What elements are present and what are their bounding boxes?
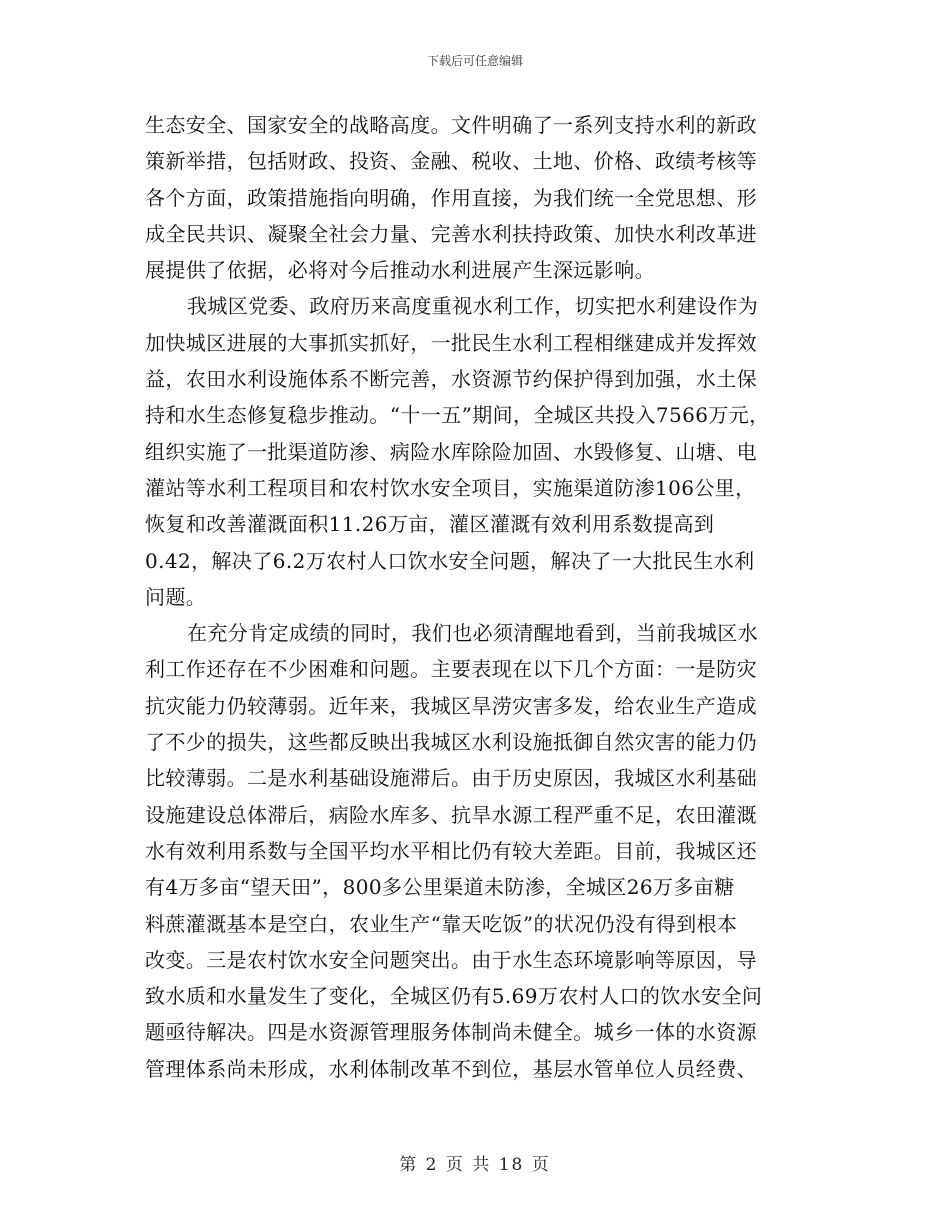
text-line: 致水质和水量发生了变化，全城区仍有5.69万农村人口的饮水安全问 <box>145 984 763 1009</box>
document-body <box>145 107 815 1087</box>
text-line: 题亟待解决。四是水资源管理服务体制尚未健全。城乡一体的水资源 <box>145 1020 757 1045</box>
text-line: 改变。三是农村饮水安全问题突出。由于水生态环境影响等原因，导 <box>145 947 757 972</box>
text-line: 益，农田水利设施体系不断完善，水资源节约保护得到加强，水土保 <box>145 367 757 392</box>
text-line: 设施建设总体滞后，病险水库多、抗旱水源工程严重不足，农田灌溉 <box>145 802 757 827</box>
text-line: 展提供了依据，必将对今后推动水利进展产生深远影响。 <box>145 258 655 283</box>
text-line: 我城区党委、政府历来高度重视水利工作，切实把水利建设作为 <box>187 294 759 319</box>
text-line: 问题。 <box>145 584 207 609</box>
text-line: 生态安全、国家安全的战略高度。文件明确了一系列支持水利的新政 <box>145 113 757 137</box>
text-line: 策新举措，包括财政、投资、金融、税收、土地、价格、政绩考核等 <box>145 149 757 174</box>
text-line: 成全民共识、凝聚全社会力量、完善水利扶持政策、加快水利改革进 <box>145 221 757 246</box>
text-line: 恢复和改善灌溉面积11.26万亩，灌区灌溉有效利用系数提高到 <box>145 512 715 537</box>
text-line: 0.42，解决了6.2万农村人口饮水安全问题，解决了一大批民生水利 <box>145 548 755 573</box>
paragraph-1 <box>145 107 815 288</box>
text-line: 组织实施了一批渠道防渗、病险水库除险加固、水毁修复、山塘、电 <box>145 439 757 464</box>
paragraph-3 <box>145 615 815 1087</box>
text-line: 各个方面，政策措施指向明确，作用直接，为我们统一全党思想、形 <box>145 185 757 210</box>
text-line: 有4万多亩“望天田”，800多公里渠道未防渗，全城区26万多亩糖 <box>145 875 735 900</box>
paragraph-2 <box>145 288 815 615</box>
text-line: 水有效利用系数与全国平均水平相比仍有较大差距。目前，我城区还 <box>145 838 757 863</box>
page-number: 第 2 页 共 18 页 <box>399 1155 551 1175</box>
text-line: 管理体系尚未形成，水利体制改革不到位，基层水管单位人员经费、 <box>145 1056 757 1081</box>
text-line: 抗灾能力仍较薄弱。近年来，我城区旱涝灾害多发，给农业生产造成 <box>145 693 757 718</box>
text-line: 料蔗灌溉基本是空白，农业生产“靠天吃饭”的状况仍没有得到根本 <box>145 911 738 936</box>
text-line: 灌站等水利工程项目和农村饮水安全项目，实施渠道防渗106公里， <box>145 475 756 500</box>
text-line: 加快城区进展的大事抓实抓好，一批民生水利工程相继建成并发挥效 <box>145 330 757 355</box>
text-line: 比较薄弱。二是水利基础设施滞后。由于历史原因，我城区水利基础 <box>145 766 757 791</box>
text-line: 持和水生态修复稳步推动。“十一五”期间，全城区共投入7566万元， <box>145 403 770 428</box>
text-line: 利工作还存在不少困难和问题。主要表现在以下几个方面：一是防灾 <box>145 657 757 682</box>
text-line: 了不少的损失，这些都反映出我城区水利设施抵御自然灾害的能力仍 <box>145 730 757 755</box>
text-line: 在充分肯定成绩的同时，我们也必须清醒地看到，当前我城区水 <box>187 621 759 646</box>
page-header: 下载后可任意编辑 <box>426 54 523 68</box>
